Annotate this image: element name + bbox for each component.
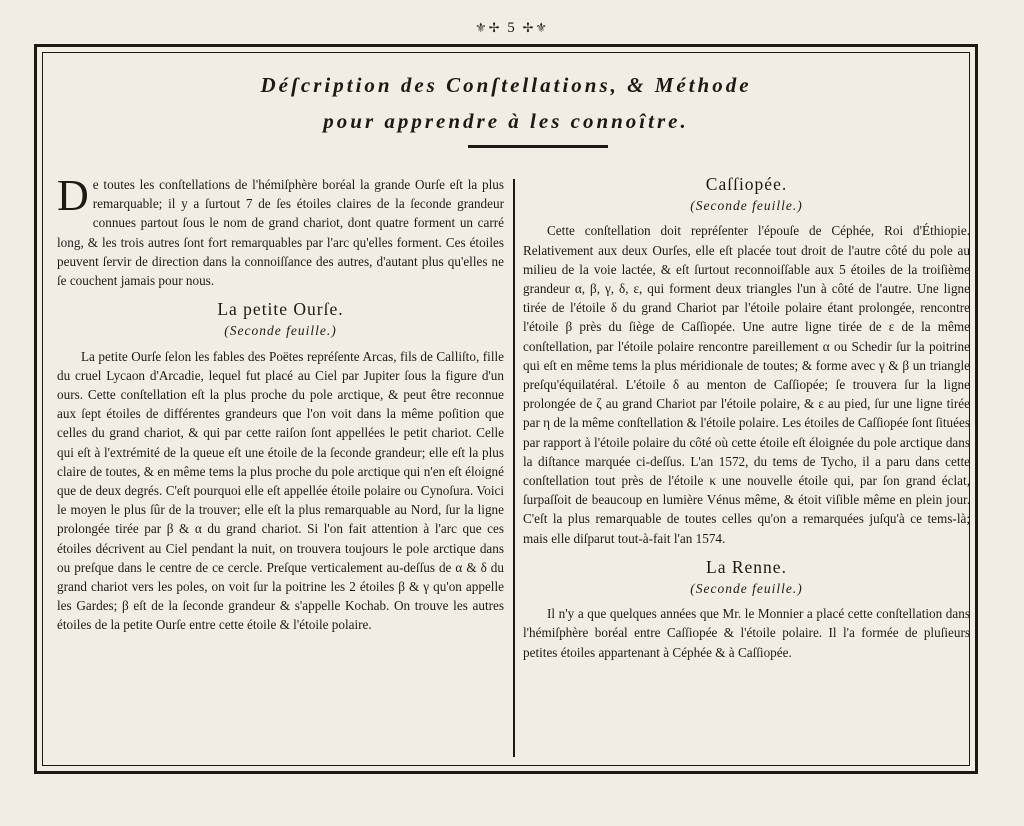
intro-paragraph	[57, 171, 504, 290]
right-column	[523, 175, 970, 662]
subheading-cassiopee: (Seconde feuille.)	[690, 198, 803, 214]
subheading-renne: (Seconde feuille.)	[690, 581, 803, 597]
title-line-2: pour apprendre à les connoître.	[323, 109, 689, 133]
page-title	[43, 67, 969, 139]
page-frame	[34, 44, 978, 774]
left-column	[57, 171, 504, 635]
page-number-line	[0, 20, 1024, 37]
left-ornament-icon: ⚜✢	[474, 20, 502, 35]
page-number: 5	[507, 20, 517, 36]
drop-cap: D	[57, 171, 89, 220]
title-rule	[468, 145, 608, 148]
petite-ourse-text: La petite Ourſe ſelon les fables des Poëtes repréſente Arcas, fils de Calliſto, fille du cruel Lycaon d'Arcadie, lequel fut placé au Ciel par Jupiter ſous la figure d'un ours. Cette conſtellation eſt la plus proche du pole arctique, & peut être reconnue aux ſept étoiles de différentes grandeurs que l'on voit dans la même poſition que celles du grand chariot, & qui par cette raiſon ſont appellées le petit chariot. Celle qui eſt à l'extrémité de la queue eſt une étoile de la ſeconde grandeur; elle eſt la plus claire de toutes, & en même tems la plus proche du pole arctique qui n'en eſt éloigné que de deux degrés. C'eſt pourquoi elle eſt appellée étoile polaire ou Cynoſura. Voici le moyen le plus ſûr de la trouver; elle eſt la plus remarquable au Nord, ſur la ligne prolongée tirée par β & α du grand chariot. Si l'on fait attention à l'arc que ces étoiles décrivent au Ciel pendant la nuit, on trouvera toujours le pole arctique dans ou preſque dans le centre de ce cercle. Preſque verticalement au-deſſus de α & δ du grand chariot vers les poles, on voit ſur la poitrine les 2 étoiles β & γ qu'on appelle les Gardes; β eſt de la ſeconde grandeur & s'appelle Kochab. On trouve les autres étoiles de la petite Ourſe entre cette étoile & l'étoile polaire.	[57, 348, 504, 633]
heading-petite-ourse: La petite Ourſe.	[217, 299, 344, 320]
renne-text: Il n'y a que quelques années que Mr. le Monnier a placé cette conſtellation dans l'hémiſphère boréal entre Caſſiopée & l'étoile polaire. Il l'a formée de pluſieurs petites étoiles appartenant à Céphée & à Caſſiopée.	[523, 606, 970, 660]
heading-renne: La Renne.	[706, 556, 787, 577]
intro-text: e toutes les conſtellations de l'hémiſphère boréal la grande Ourſe eſt la plus remarquable; il y a ſurtout 7 de ſes étoiles claires de la ſeconde grandeur connues partout ſous le nom de grand chariot, dont quatre forment un carré long, & les trois autres ſont fort remarquables par l'arc qu'elles forment. Ces étoiles peuvent ſervir de direction dans la connoiſſance des autres, d'autant plus qu'elles ne ſe couchent jamais pour nous.	[57, 177, 504, 289]
cassiopee-text: Cette conſtellation doit repréſenter l'épouſe de Céphée, Roi d'Éthiopie. Relativement aux deux Ourſes, elle eſt placée tout droit de l'autre côté du pole au milieu de la voie lactée, & eſt ſurtout reconnoiſſable aux 5 étoiles de la troiſième grandeur α, β, γ, δ, ε, qui forment deux triangles l'un à côté de l'autre. Une ligne tirée de l'étoile δ du grand Chariot par l'étoile polaire étant prolongée, rencontre l'étoile β près du ſiège de Caſſiopée. Une autre ligne tirée de ε de la même conſtellation, par l'étoile polaire rencontre pareillement α ou Schedir ſur la poitrine qui eſt en même tems la plus méridionale de toutes; & forme avec γ & β un triangle preſqu'équilatéral. L'étoile δ au menton de Caſſiopée; ſe trouvera ſur la ligne prolongée de ζ au grand Chariot par l'étoile polaire, & ε au pied, ſur une ligne tirée par η de la même conſtellation & l'étoile polaire. Les étoiles de Caſſiopée ſont ſituées par rapport à l'étoile polaire du côté où cette étoile eſt éloignée du pole arctique dans la diſtance marquée ci-deſſus. L'an 1572, du tems de Tycho, il a paru dans cette conſtellation tout près de l'étoile κ une nouvelle étoile qui, par ſon grand éclat, ſurpaſſoit de beaucoup en lumière Vénus même, & étoit viſible même en plein jour. C'eſt la plus remarquable de toutes celles qu'on a remarquées juſqu'à ce tems-là; mais elle diſparut tout-à-fait l'an 1574.	[523, 223, 970, 546]
heading-cassiopee: Caſſiopée.	[705, 174, 788, 194]
title-line-1: Déſcription des Conſtellations, & Méthode	[260, 73, 752, 97]
column-divider	[513, 179, 515, 757]
inner-frame	[42, 52, 970, 766]
right-ornament-icon: ✢⚜	[522, 20, 550, 35]
subheading-petite-ourse: (Seconde feuille.)	[224, 323, 337, 339]
